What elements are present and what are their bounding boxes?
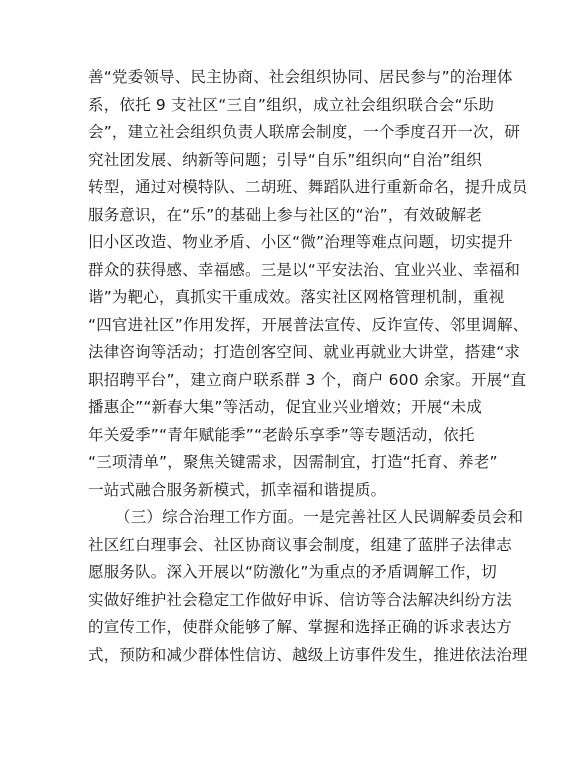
- text-line: “三项清单”，聚焦关键需求，因需制宜，打造“托育、养老”: [88, 453, 498, 471]
- text-line: 职招聘平台”，建立商户联系群 3 个，商户 600 余家。开展“直: [88, 370, 527, 389]
- text-line: 播惠企”“新春大集”等活动，促宜业兴业增效；开展“未成: [88, 398, 483, 416]
- text-line: 旧小区改造、物业矛盾、小区“微”治理等难点问题，切实提升: [88, 233, 513, 251]
- text-line: 愿服务队。深入开展以“防激化”为重点的矛盾调解工作，切: [88, 563, 497, 581]
- text-line: 的宣传工作，使群众能够了解、掌握和选择正确的诉求表达方: [88, 618, 512, 636]
- text-line: 谐”为靶心，真抓实干重成效。落实社区网格管理机制，重视: [88, 288, 505, 306]
- text-line: 实做好维护社会稳定工作做好申诉、信访等合法解决纠纷方法: [88, 590, 512, 609]
- text-line: “四官进社区”作用发挥，开展普法宣传、反诈宣传、邻里调解、: [88, 315, 529, 334]
- text-line: 善“党委领导、民主协商、社会组织协同、居民参与”的治理体: [88, 68, 513, 86]
- text-line: 服务意识，在“乐”的基础上参与社区的“治”，有效破解老: [88, 205, 483, 224]
- section-heading-line: （三）综合治理工作方面。一是完善社区人民调解委员会和: [115, 508, 524, 526]
- text-line: 一站式融合服务新模式，抓幸福和谐提质。: [88, 480, 387, 499]
- text-line: 转型，通过对模特队、二胡班、舞蹈队进行重新命名，提升成员: [88, 178, 528, 196]
- text-line: 年关爱季”“青年赋能季”“老龄乐享季”等专题活动，依托: [88, 425, 475, 444]
- text-line: 系，依托 9 支社区“三自”组织，成立社会组织联合会“乐助: [88, 95, 495, 114]
- body-text: [88, 64, 529, 669]
- text-line: 法律咨询等活动；打造创客空间、就业再就业大讲堂，搭建“求: [88, 343, 521, 361]
- text-line: 究社团发展、纳新等问题；引导“自乐”组织向“自治”组织: [88, 150, 483, 169]
- text-line: 社区红白理事会、社区协商议事会制度，组建了蓝胖子法律志: [88, 535, 512, 554]
- text-line: 式，预防和减少群体性信访、越级上访事件发生，推进依法治理: [88, 645, 528, 664]
- text-line: 群众的获得感、幸福感。三是以“平安法治、宜业兴业、幸福和: [88, 260, 521, 279]
- text-line: 会”，建立社会组织负责人联席会制度，一个季度召开一次，研: [88, 123, 521, 141]
